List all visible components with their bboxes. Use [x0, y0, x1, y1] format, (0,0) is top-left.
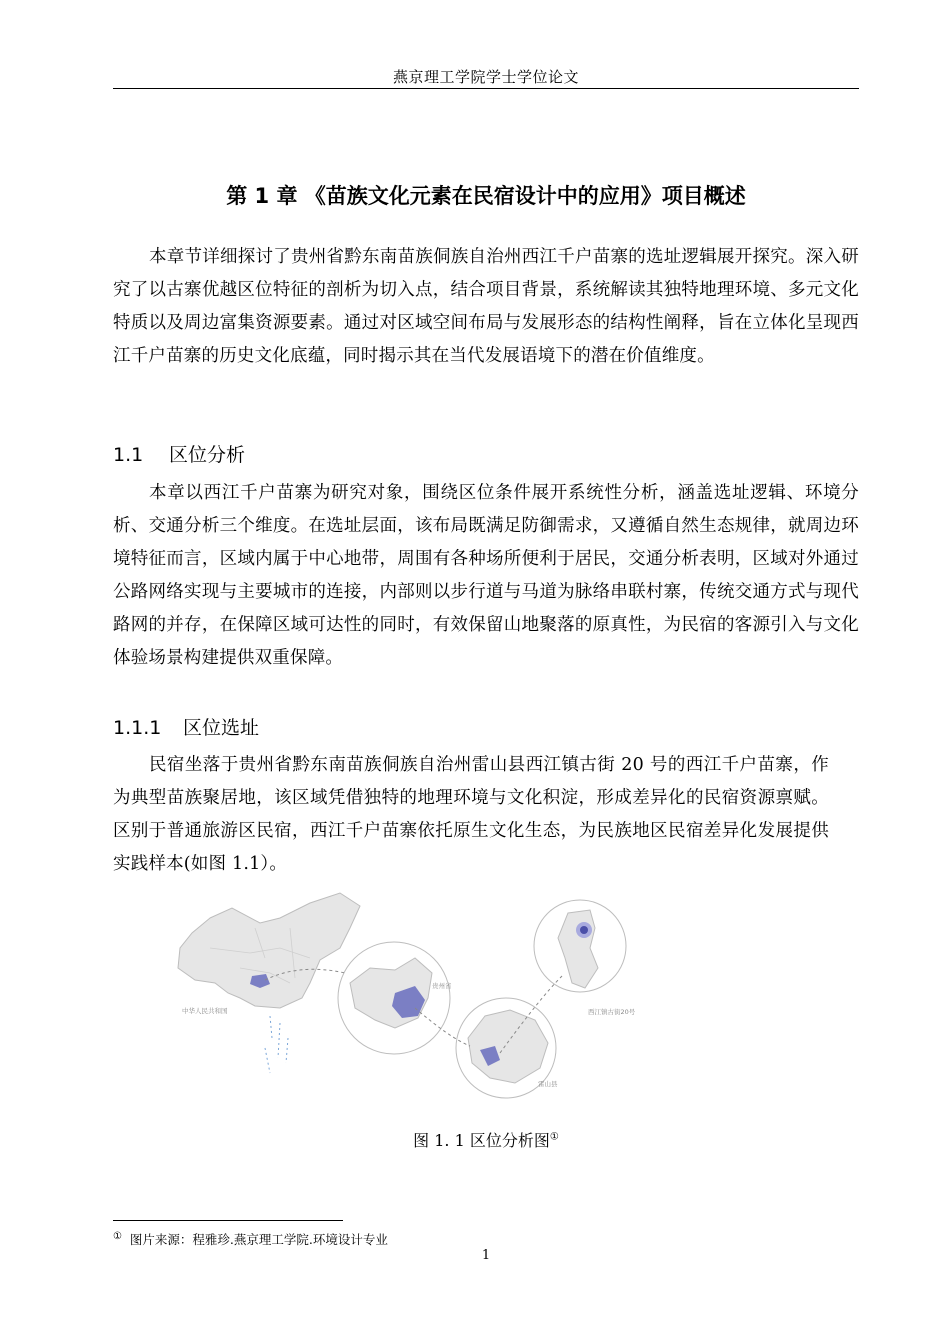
- label-china: 中华人民共和国: [182, 1007, 228, 1015]
- footnote-rule: [113, 1220, 343, 1221]
- caption-footnote-mark: ①: [549, 1131, 559, 1143]
- section-title: 区位选址: [183, 717, 260, 739]
- label-guizhou: 贵州省: [432, 982, 452, 990]
- header-rule: [113, 88, 859, 89]
- section-number: 1.1: [113, 444, 144, 466]
- page-number: 1: [481, 1248, 491, 1263]
- section-title: 区位分析: [169, 444, 246, 466]
- location-map-svg: [170, 888, 782, 1110]
- section-heading-1-1-1: [113, 713, 259, 740]
- footnote: [113, 1230, 388, 1248]
- footnote-text: 图片来源：程雅珍.燕京理工学院.环境设计专业: [129, 1232, 388, 1247]
- location-analysis-figure: [170, 888, 782, 1110]
- xijiang-location-dot: [580, 926, 588, 934]
- section-number: 1.1.1: [113, 717, 162, 739]
- intro-paragraph: 本章节详细探讨了贵州省黔东南苗族侗族自治州西江千户苗寨的选址逻辑展开探究。深入研究了以古寨优越区位特征的剖析为切入点，结合项目背景，系统解读其独特地理环境、多元文化特质以及周边富集资源要素。通过对区域空间布局与发展形态的结构性阐释，旨在立体化呈现西江千户苗寨的历史文化底蕴，同时揭示其在当代发展语境下的潜在价值维度。: [113, 247, 859, 366]
- china-map-shape: [178, 893, 360, 1008]
- section-1-1-1-paragraph: 民宿坐落于贵州省黔东南苗族侗族自治州雷山县西江镇古街 20 号的西江千户苗寨，作为典型苗族聚居地，该区域凭借独特的地理环境与文化积淀，形成差异化的民宿资源禀赋。区别于普通旅游区民宿，西江千户苗寨依托原生文化生态，为民族地区民宿差异化发展提供实践样本(如图 1.1）。: [113, 755, 829, 874]
- running-header: 燕京理工学院学士学位论文: [392, 68, 579, 86]
- chapter-title: 第 1 章 《苗族文化元素在民宿设计中的应用》项目概述: [226, 184, 746, 208]
- label-xijiang: 西江镇古街20号: [588, 1008, 636, 1016]
- caption-text: 图 1. 1 区位分析图: [413, 1131, 550, 1150]
- section-heading-1-1: [113, 440, 245, 467]
- section-1-1-paragraph: 本章以西江千户苗寨为研究对象，围绕区位条件展开系统性分析，涵盖选址逻辑、环境分析、交通分析三个维度。在选址层面，该布局既满足防御需求，又遵循自然生态规律，就周边环境特征而言，区域内属于中心地带，周围有各种场所便利于居民，交通分析表明，区域对外通过公路网络实现与主要城市的连接，内部则以步行道与马道为脉络串联村寨，传统交通方式与现代路网的并存，在保障区域可达性的同时，有效保留山地聚落的原真性，为民宿的客源引入与文化体验场景构建提供双重保障。: [113, 483, 859, 668]
- footnote-mark: ①: [113, 1230, 122, 1242]
- south-china-sea-islands: [265, 1016, 288, 1073]
- figure-caption: [113, 1128, 859, 1151]
- label-leishan: 雷山县: [538, 1080, 558, 1088]
